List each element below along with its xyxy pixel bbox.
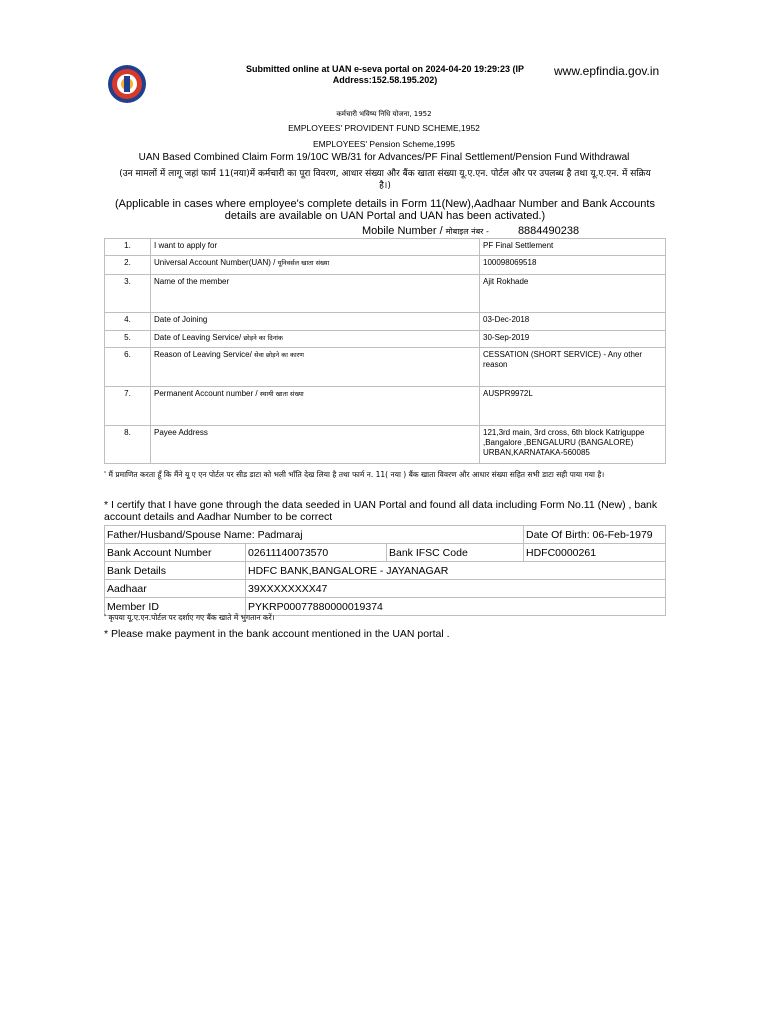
row-label: Permanent Account number / स्थायी खाता संख्या (151, 387, 480, 426)
table-row (105, 256, 666, 275)
form-title: UAN Based Combined Claim Form 19/10C WB/31 for Advances/PF Final Settlement/Pension Fund Withdrawal (138, 152, 630, 163)
table-row (105, 544, 666, 562)
submission-info: Submitted online at UAN e-seva portal on 2024-04-20 19:29:23 (IP Address:152.58.195.202) (245, 64, 525, 85)
row-number: 3. (105, 275, 151, 313)
table-row (105, 526, 666, 544)
row-label: Name of the member (151, 275, 480, 313)
row-label: Date of Leaving Service/ छोड़ने का दिनांक (151, 331, 480, 348)
aadhaar-label: Aadhaar (105, 580, 246, 598)
certification-hindi: ' मैं प्रमाणित करता हूँ कि मैंने यू ए एन पोर्टल पर सीड डाटा को भली भाँति देख लिया है तथा फार्म न. 11( नया ) बैंक खाता विवरण और आधार संख्या सहित सभी डाटा सही पाया गया है। (104, 470, 605, 479)
bank-account-value: 02611140073570 (246, 544, 387, 562)
row-value: 03-Dec-2018 (480, 313, 666, 331)
table-row (105, 562, 666, 580)
ifsc-label: Bank IFSC Code (387, 544, 524, 562)
row-label: Reason of Leaving Service/ सेवा छोड़ने का कारण (151, 348, 480, 387)
epfo-logo (107, 64, 147, 104)
table-row (105, 331, 666, 348)
mobile-number: 8884490238 (517, 225, 580, 237)
mobile-label-hindi: मोबाइल नंबर - (445, 227, 489, 236)
table-row (105, 313, 666, 331)
row-label: Date of Joining (151, 313, 480, 331)
website-url: www.epfindia.gov.in (554, 64, 660, 78)
table-row (105, 426, 666, 464)
aadhaar-value: 39XXXXXXXX47 (246, 580, 666, 598)
row-value: 121,3rd main, 3rd cross, 6th block Katriguppe ,Bangalore ,BENGALURU (BANGALORE) URBAN,KARNATAKA-560085 (480, 426, 666, 464)
claim-details-table (104, 238, 666, 464)
row-value: AUSPR9972L (480, 387, 666, 426)
row-number: 5. (105, 331, 151, 348)
bank-details-table (104, 525, 666, 616)
payment-note: * Please make payment in the bank account mentioned in the UAN portal . (104, 628, 450, 640)
row-number: 4. (105, 313, 151, 331)
bank-details-label: Bank Details (105, 562, 246, 580)
hindi-note: (उन मामलों में लागू जहां फार्म 11(नया)में कर्मचारी का पूरा विवरण, आधार संख्या और बैंक खाता संख्या यू.ए.एन. पोर्टल और पर उपलब्ध है तथा यू.ए.एन. में सक्रिय है।) (119, 169, 651, 191)
member-id-label: Member ID (105, 598, 246, 616)
row-value: Ajit Rokhade (480, 275, 666, 313)
row-number: 6. (105, 348, 151, 387)
row-value: PF Final Settlement (480, 239, 666, 256)
row-value: 100098069518 (480, 256, 666, 275)
mobile-number-line (362, 225, 579, 237)
row-value: 30-Sep-2019 (480, 331, 666, 348)
row-number: 2. (105, 256, 151, 275)
payment-note-hindi: ' कृपया यू.ए.एन.पोर्टल पर दर्शाए गए बैंक खाते में भुगतान करें। (104, 613, 275, 622)
father-name: Father/Husband/Spouse Name: Padmaraj (105, 526, 524, 544)
certification-english: * I certify that I have gone through the data seeded in UAN Portal and found all data including Form No.11 (New) , bank account details and Aadhar Number to be correct (104, 499, 658, 523)
date-of-birth: Date Of Birth: 06-Feb-1979 (524, 526, 666, 544)
scheme-title-hindi: कर्मचारी भविष्य निधि योजना, 1952 (336, 110, 432, 118)
mobile-label: Mobile Number / (362, 225, 443, 237)
row-number: 8. (105, 426, 151, 464)
member-id-value: PYKRP00077880000019374 (246, 598, 666, 616)
row-label: Payee Address (151, 426, 480, 464)
row-label: Universal Account Number(UAN) / यूनिवर्सल खाता संख्या (151, 256, 480, 275)
ifsc-value: HDFC0000261 (524, 544, 666, 562)
table-row (105, 275, 666, 313)
table-row (105, 580, 666, 598)
table-row (105, 348, 666, 387)
table-row (105, 387, 666, 426)
pension-scheme-title: EMPLOYEES' Pension Scheme,1995 (313, 139, 455, 149)
bank-account-label: Bank Account Number (105, 544, 246, 562)
applicable-note: (Applicable in cases where employee's complete details in Form 11(New),Aadhaar Number and Bank Accounts details are available on UAN Portal and UAN has been activated.) (115, 198, 655, 222)
row-number: 1. (105, 239, 151, 256)
row-number: 7. (105, 387, 151, 426)
row-label: I want to apply for (151, 239, 480, 256)
table-row (105, 239, 666, 256)
row-value: CESSATION (SHORT SERVICE) - Any other reason (480, 348, 666, 387)
scheme-title: EMPLOYEES' PROVIDENT FUND SCHEME,1952 (288, 123, 480, 133)
bank-details-value: HDFC BANK,BANGALORE - JAYANAGAR (246, 562, 666, 580)
